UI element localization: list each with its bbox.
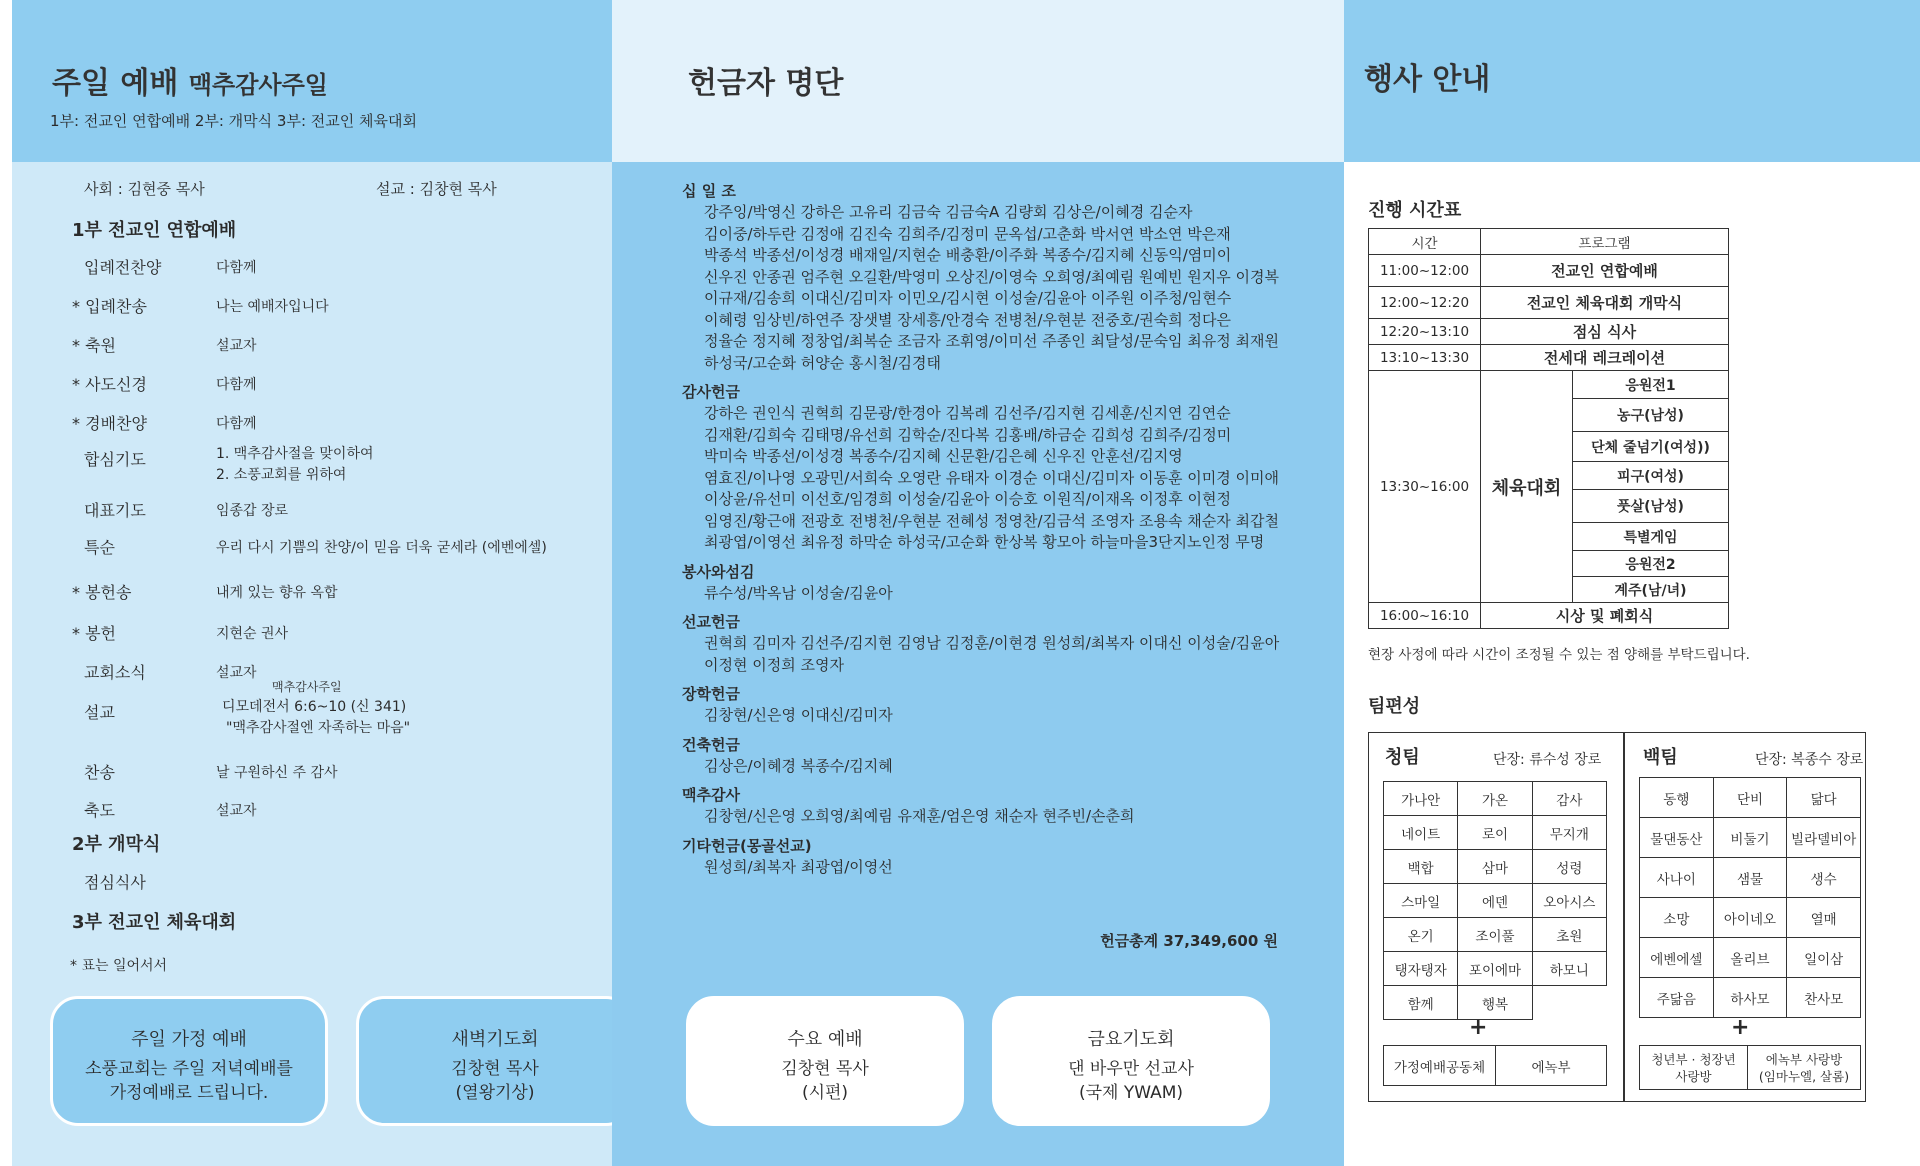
schedule-note: 현장 사정에 따라 시간이 조정될 수 있는 점 양해를 부탁드립니다. [1368, 647, 1750, 663]
team-group-cell: 감사 [1532, 782, 1606, 816]
leader-text: 사회 : 김현중 목사 [84, 180, 205, 198]
worship-title: 주일 예배 맥추감사주일 [52, 66, 328, 101]
friday-box [992, 996, 1270, 1126]
team-group-cell: 행복 [1458, 986, 1532, 1020]
schedule-program: 전교인 연합예배 [1481, 255, 1729, 287]
sports-label: 체육대회 [1481, 371, 1573, 603]
offering-names: 박종석 박종선/이성경 배재일/지현순 배충환/이주화 복종수/김지혜 신동익/염미이 [704, 246, 1232, 264]
offering-names: 신우진 안종권 엄주현 오길환/박영미 오상진/이영숙 오희영/최예림 원예빈 원지우 이경복 [704, 267, 1279, 286]
order-value: 지현순 권사 [216, 626, 289, 642]
white-team-grid [1639, 777, 1861, 1018]
team-group-cell: 가온 [1458, 782, 1532, 816]
blue-team-panel [1368, 732, 1624, 1102]
order-note: 맥추감사주일 [272, 680, 342, 694]
offering-names: 강주잉/박영신 강하은 고유리 김금숙 김금숙A 김량회 김상은/이혜경 김순자 [704, 203, 1193, 221]
part2-item: 점심식사 [84, 873, 146, 892]
friday-line2: (국제 YWAM) [1078, 1083, 1184, 1103]
schedule-row [1369, 287, 1729, 319]
order-value: 디모데전서 6:6~10 (신 341) [222, 699, 407, 715]
blue-team-grid [1383, 781, 1607, 1020]
offering-names: 김창현/신은영 오희영/최예림 유재훈/엄은영 채순자 현주빈/손춘희 [704, 807, 1135, 825]
plus-icon: + [1469, 1015, 1488, 1040]
offering-group-heading: 선교헌금 [682, 613, 740, 631]
team-group-cell: 하사모 [1713, 978, 1787, 1018]
offering-group [682, 180, 1322, 374]
team-group-cell: 로이 [1458, 816, 1532, 850]
white-extra-line: 에녹부 사랑방 [1765, 1051, 1843, 1067]
team-group-cell: 일이삼 [1787, 938, 1861, 978]
friday-line1: 댄 바우만 선교사 [1068, 1059, 1194, 1079]
offering-names: 김이중/하두란 김정애 김진숙 김희주/김정미 문옥섭/고춘화 박서연 박소연 박은재 [704, 224, 1231, 243]
sports-item: 피구(여성) [1573, 462, 1729, 490]
sports-item: 응원전1 [1573, 371, 1729, 399]
offering-column [612, 0, 1344, 1166]
worship-parts: 1부: 전교인 연합예배 2부: 개막식 3부: 전교인 체육대회 [50, 112, 417, 130]
team-group-cell: 초원 [1532, 918, 1606, 952]
team-group-cell: 물댄동산 [1640, 818, 1714, 858]
blue-extra-item: 가정예배공동체 [1384, 1046, 1496, 1086]
offering-names: 강하은 권인식 권혁희 김문광/한경아 김복례 김선주/김지현 김세훈/신지연 김연순 [704, 404, 1231, 422]
team-group-cell: 열매 [1787, 898, 1861, 938]
friday-title: 금요기도회 [1087, 1029, 1175, 1050]
wednesday-line1: 김창현 목사 [781, 1059, 869, 1079]
sports-item: 풋살(남성) [1573, 490, 1729, 523]
team-group-cell: 탱자탱자 [1384, 952, 1458, 986]
white-extra-item [1748, 1046, 1861, 1090]
home-worship-box [50, 996, 328, 1126]
schedule-table [1368, 228, 1729, 629]
order-value: 다함께 [216, 260, 257, 276]
offering-list [682, 180, 1322, 885]
event-column [1344, 0, 1920, 1166]
home-worship-line1: 소풍교회는 주일 저녁예배를 [85, 1059, 293, 1079]
team-group-cell: 온기 [1384, 918, 1458, 952]
offering-names: 박미숙 박종선/이성경 복종수/김지혜 신문환/김은혜 신우진 안훈선/김지영 [704, 447, 1183, 465]
schedule-program: 시상 및 폐회식 [1481, 603, 1729, 629]
order-value: 다함께 [216, 416, 257, 432]
offering-names: 권혁희 김미자 김선주/김지현 김영남 김정훈/이현경 원성희/최복자 이대신 이성술/김윤아 [704, 634, 1280, 652]
order-label: 찬송 [84, 763, 115, 782]
order-label: 특순 [84, 538, 115, 557]
home-worship-title: 주일 가정 예배 [131, 1029, 247, 1050]
blue-extra-item: 에녹부 [1496, 1046, 1607, 1086]
order-label: * 입례찬송 [72, 297, 147, 316]
sports-item: 특별게임 [1573, 523, 1729, 551]
offering-names: 염효진/이나영 오광민/서희숙 오영란 유태자 이경순 이대신/김미자 이동훈 이미경 이미애 [704, 468, 1279, 487]
worship-column [12, 0, 612, 1166]
team-group-cell: 가나안 [1384, 782, 1458, 816]
order-label: 축도 [84, 801, 115, 820]
offering-names: 이정현 이정희 조영자 [704, 655, 844, 674]
part3-heading: 3부 전교인 체육대회 [72, 912, 237, 933]
team-group-cell: 에벤에셀 [1640, 938, 1714, 978]
team-group-cell: 사나이 [1640, 858, 1714, 898]
team-group-cell: 샘물 [1713, 858, 1787, 898]
schedule-time: 13:10~13:30 [1369, 345, 1481, 371]
schedule-time: 12:00~12:20 [1369, 287, 1481, 319]
schedule-row [1369, 345, 1729, 371]
schedule-row [1369, 319, 1729, 345]
team-group-cell: 주닮음 [1640, 978, 1714, 1018]
team-group-cell: 닮다 [1787, 778, 1861, 818]
white-team-name: 백팀 [1643, 747, 1678, 768]
team-group-cell: 동행 [1640, 778, 1714, 818]
team-group-cell: 백합 [1384, 850, 1458, 884]
sports-item: 계주(남/녀) [1573, 577, 1729, 603]
team-group-cell: 생수 [1787, 858, 1861, 898]
order-label: * 사도신경 [72, 375, 147, 394]
schedule-time: 16:00~16:10 [1369, 603, 1481, 629]
offering-names: 원성희/최복자 최광엽/이영선 [704, 857, 893, 876]
schedule-head-row [1369, 229, 1729, 255]
white-extra-item [1640, 1046, 1748, 1090]
order-label: * 경배찬양 [72, 414, 147, 433]
order-value: 날 구원하신 주 감사 [216, 765, 338, 781]
white-extra-line: 사랑방 [1675, 1068, 1712, 1084]
order-value: 설교자 [216, 338, 257, 354]
offering-group-heading: 봉사와섬김 [682, 562, 755, 581]
team-group-cell: 단비 [1713, 778, 1787, 818]
white-team-leader: 단장: 복종수 장로 [1755, 752, 1864, 768]
plus-icon: + [1731, 1015, 1750, 1040]
order-value-2: 2. 소풍교회를 위하여 [216, 467, 347, 483]
offering-group-heading: 기타헌금(몽골선교) [682, 836, 812, 855]
home-worship-line2: 가정예배로 드립니다. [109, 1083, 269, 1103]
order-label: 입례전찬양 [84, 258, 162, 277]
order-label: 교회소식 [84, 663, 146, 682]
wednesday-line2: (시편) [801, 1083, 849, 1103]
team-group-cell: 아이네오 [1713, 898, 1787, 938]
offering-group [682, 561, 1322, 605]
schedule-time: 12:20~13:10 [1369, 319, 1481, 345]
order-value: 임종갑 장로 [216, 503, 289, 519]
offering-group-heading: 장학헌금 [682, 685, 740, 703]
white-team-extra [1639, 1045, 1861, 1090]
team-group-cell: 조이풀 [1458, 918, 1532, 952]
preacher-text: 설교 : 김창현 목사 [376, 180, 497, 198]
schedule-row [1369, 371, 1729, 399]
team-group-cell: 소망 [1640, 898, 1714, 938]
blue-team-leader: 단장: 류수성 장로 [1493, 752, 1602, 768]
offering-group-heading: 맥추감사 [682, 786, 740, 804]
offering-group [682, 683, 1322, 727]
team-group-cell: 성령 [1532, 850, 1606, 884]
white-team-panel [1624, 732, 1866, 1102]
team-group-cell: 포이에마 [1458, 952, 1532, 986]
team-group-cell: 무지개 [1532, 816, 1606, 850]
offering-group [682, 611, 1322, 676]
team-group-cell: 에덴 [1458, 884, 1532, 918]
offering-title: 헌금자 명단 [688, 66, 844, 101]
offering-names: 김창현/신은영 이대신/김미자 [704, 706, 893, 724]
schedule-head-time: 시간 [1369, 229, 1481, 255]
order-value: 설교자 [216, 803, 257, 819]
team-group-cell: 오아시스 [1532, 884, 1606, 918]
team-group-cell: 삼마 [1458, 850, 1532, 884]
schedule-head-program: 프로그램 [1481, 229, 1729, 255]
sports-item: 단체 줄넘기(여성)) [1573, 432, 1729, 462]
offering-names: 하성국/고순화 허양순 홍시철/김경태 [704, 353, 941, 372]
wednesday-box [686, 996, 964, 1126]
dawn-prayer-line2: (열왕기상) [455, 1083, 535, 1103]
white-extra-line: (임마누엘, 살롬) [1758, 1068, 1850, 1084]
order-label: * 봉헌 [72, 624, 116, 643]
team-group-cell: 네이트 [1384, 816, 1458, 850]
white-extra-line: 청년부 · 청장년 [1651, 1051, 1736, 1067]
schedule-time: 11:00~12:00 [1369, 255, 1481, 287]
team-group-cell [1532, 986, 1606, 1020]
offering-group-heading: 십 일 조 [682, 182, 736, 200]
offering-names: 이규재/김송희 이대신/김미자 이민오/김시현 이성술/김윤아 이주원 이주청/임현수 [704, 289, 1232, 307]
sports-item: 응원전2 [1573, 551, 1729, 577]
offering-total: 헌금총계 37,349,600 원 [1100, 932, 1278, 950]
order-label: * 축원 [72, 336, 116, 355]
sports-time: 13:30~16:00 [1369, 371, 1481, 603]
part1-heading: 1부 전교인 연합예배 [72, 220, 237, 241]
schedule-row [1369, 255, 1729, 287]
schedule-heading: 진행 시간표 [1368, 200, 1462, 221]
offering-group [682, 784, 1322, 828]
order-label: 합심기도 [84, 450, 146, 469]
offering-group [682, 381, 1322, 554]
offering-names: 정율순 정지혜 정창업/최복순 조금자 조휘영/이미선 주종인 최달성/문숙임 최유정 최재원 [704, 332, 1279, 350]
order-value-2: "맥추감사절엔 자족하는 마음" [226, 720, 411, 736]
team-heading: 팀편성 [1368, 696, 1421, 717]
dawn-prayer-box [356, 996, 634, 1126]
offering-names: 김상은/이혜경 복종수/김지혜 [704, 756, 893, 775]
order-label: 대표기도 [84, 501, 146, 520]
blue-team-extra [1383, 1045, 1607, 1086]
offering-names: 이상윤/유선미 이선호/임경희 이성술/김윤아 이승호 이원직/이재옥 이정후 이현정 [704, 490, 1231, 508]
offering-names: 임영진/황근애 전광호 전병천/우현분 전혜성 정영찬/김금석 조영자 조용속 채순자 최갑철 [704, 511, 1279, 530]
order-value: 우리 다시 기쁨의 찬양/이 믿음 더욱 굳세라 (에벤에셀) [216, 540, 547, 556]
offering-group [682, 734, 1322, 778]
order-value: 설교자 [216, 665, 257, 681]
order-value: 내게 있는 향유 옥합 [216, 585, 338, 601]
event-title: 행사 안내 [1364, 62, 1491, 97]
team-group-cell: 비둘기 [1713, 818, 1787, 858]
order-value: 나는 예배자입니다 [216, 299, 329, 315]
offering-group-heading: 감사헌금 [682, 383, 740, 401]
dawn-prayer-title: 새벽기도회 [451, 1029, 539, 1050]
order-value: 1. 맥추감사절을 맞이하여 [216, 446, 374, 462]
part2-heading: 2부 개막식 [72, 834, 161, 855]
team-group-cell: 올리브 [1713, 938, 1787, 978]
offering-names: 김재환/김희숙 김태명/유선희 김학순/진다복 김홍배/하금순 김희성 김희주/김정미 [704, 425, 1232, 444]
schedule-row [1369, 603, 1729, 629]
offering-names: 이혜령 임상빈/하연주 장샛별 장세흥/안경숙 전병천/우현분 전중호/권숙희 정다은 [704, 310, 1231, 329]
team-group-cell: 빌라델비아 [1787, 818, 1861, 858]
team-group-cell: 찬사모 [1787, 978, 1861, 1018]
schedule-program: 점심 식사 [1481, 319, 1729, 345]
offering-names: 류수성/박옥남 이성술/김윤아 [704, 583, 893, 602]
wednesday-title: 수요 예배 [787, 1029, 863, 1050]
order-value: 다함께 [216, 377, 257, 393]
order-label: 설교 [84, 703, 115, 722]
sports-item: 농구(남성) [1573, 399, 1729, 432]
schedule-program: 전세대 레크레이션 [1481, 345, 1729, 371]
dawn-prayer-line1: 김창현 목사 [451, 1059, 539, 1079]
offering-names: 최광엽/이영선 최유정 하막순 하성국/고순화 한상복 황모아 하늘마을3단지노인정 무명 [704, 533, 1265, 551]
blue-team-name: 청팀 [1385, 747, 1420, 768]
stand-note: * 표는 일어서서 [70, 958, 168, 974]
team-group-cell: 함께 [1384, 986, 1458, 1020]
team-group-cell: 하모니 [1532, 952, 1606, 986]
schedule-program: 전교인 체육대회 개막식 [1481, 287, 1729, 319]
offering-group [682, 835, 1322, 879]
order-label: * 봉헌송 [72, 583, 132, 602]
offering-group-heading: 건축헌금 [682, 735, 740, 754]
team-group-cell: 스마일 [1384, 884, 1458, 918]
